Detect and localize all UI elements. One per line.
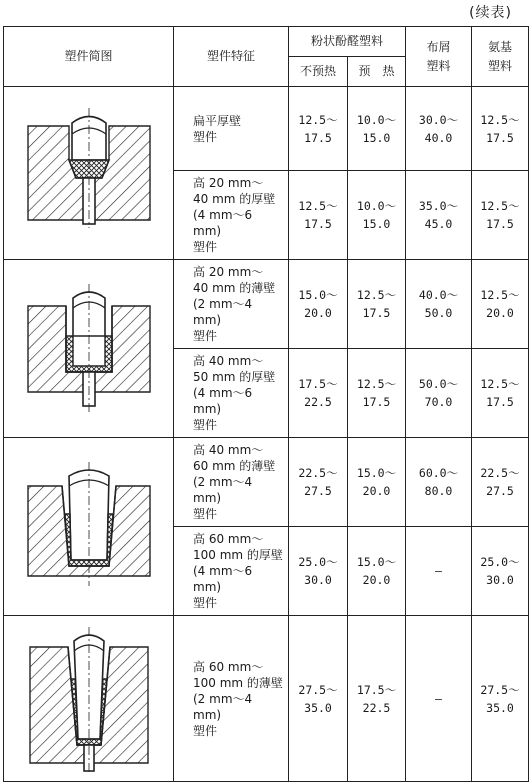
value-no-preheat: 17.5～ 22.5: [289, 349, 348, 438]
value-amino: 25.0～ 30.0: [472, 527, 529, 616]
feature-text: 高 20 mm～ 40 mm 的厚壁 (4 mm～6 mm) 塑件: [193, 176, 276, 254]
value-no-preheat: 22.5～ 27.5: [289, 438, 348, 527]
feature-text: 扁平厚壁 塑件: [193, 113, 242, 144]
value-no-preheat: 15.0～ 20.0: [289, 260, 348, 349]
value-amino: 12.5～ 20.0: [472, 260, 529, 349]
value-no-preheat: 12.5～ 17.5: [289, 171, 348, 260]
value-preheat: 12.5～ 17.5: [348, 349, 406, 438]
value-cloth: 60.0～ 80.0: [406, 438, 472, 527]
value-preheat: 12.5～ 17.5: [348, 260, 406, 349]
value-cloth: 35.0～ 45.0: [406, 171, 472, 260]
value-amino: 22.5～ 27.5: [472, 438, 529, 527]
header-preheat: 预 热: [348, 57, 406, 87]
value-cloth: 50.0～ 70.0: [406, 349, 472, 438]
table-row: [4, 616, 529, 782]
feature-cell: [174, 527, 289, 616]
value-cloth: 30.0～ 40.0: [406, 87, 472, 171]
sketch-cell: [4, 87, 174, 260]
feature-text: 高 60 mm～ 100 mm 的厚壁 (4 mm～6 mm) 塑件: [193, 532, 283, 610]
value-preheat: 10.0～ 15.0: [348, 87, 406, 171]
header-feature: 塑件特征: [174, 27, 289, 87]
value-preheat: 15.0～ 20.0: [348, 527, 406, 616]
feature-text: 高 20 mm～ 40 mm 的薄壁 (2 mm～4 mm) 塑件: [193, 265, 276, 343]
feature-text: 高 60 mm～ 100 mm 的薄壁 (2 mm～4 mm) 塑件: [193, 659, 283, 738]
value-amino: 12.5～ 17.5: [472, 349, 529, 438]
table-row: [4, 87, 529, 171]
continued-label: (续表): [469, 5, 512, 21]
value-no-preheat: 27.5～ 35.0: [289, 616, 348, 782]
sketch-cell: [4, 616, 174, 782]
feature-cell: [174, 349, 289, 438]
sketch-cell: [4, 438, 174, 616]
feature-cell: [174, 87, 289, 171]
feature-cell: [174, 616, 289, 782]
value-cloth: 40.0～ 50.0: [406, 260, 472, 349]
value-preheat: 15.0～ 20.0: [348, 438, 406, 527]
value-cloth: —: [406, 527, 472, 616]
sketch-cell: [4, 260, 174, 438]
tall-thin-wall-part-mold-sketch: [14, 619, 164, 779]
short-thin-wall-part-mold-sketch: [14, 274, 164, 424]
feature-cell: [174, 171, 289, 260]
value-amino: 12.5～ 17.5: [472, 171, 529, 260]
feature-cell: [174, 260, 289, 349]
table-row: [4, 260, 529, 349]
value-amino: 27.5～ 35.0: [472, 616, 529, 782]
value-preheat: 10.0～ 15.0: [348, 171, 406, 260]
flat-thick-part-mold-sketch: [14, 98, 164, 248]
feature-text: 高 40 mm～ 50 mm 的厚壁 (4 mm～6 mm) 塑件: [193, 354, 276, 432]
value-amino: 12.5～ 17.5: [472, 87, 529, 171]
header-phenolic: 粉状酚醛塑料: [289, 27, 406, 57]
value-no-preheat: 12.5～ 17.5: [289, 87, 348, 171]
tapered-thin-wall-part-mold-sketch: [14, 452, 164, 602]
value-cloth: —: [406, 616, 472, 782]
feature-cell: [174, 438, 289, 527]
mold-temperature-table: [3, 26, 529, 782]
header-cloth: 布屑 塑料: [406, 27, 472, 87]
feature-text: 高 40 mm～ 60 mm 的薄壁 (2 mm～4 mm) 塑件: [193, 443, 276, 521]
header-no-preheat: 不预热: [289, 57, 348, 87]
table-row: [4, 438, 529, 527]
header-amino: 氨基 塑料: [472, 27, 529, 87]
value-no-preheat: 25.0～ 30.0: [289, 527, 348, 616]
header-sketch: 塑件简图: [4, 27, 174, 87]
value-preheat: 17.5～ 22.5: [348, 616, 406, 782]
